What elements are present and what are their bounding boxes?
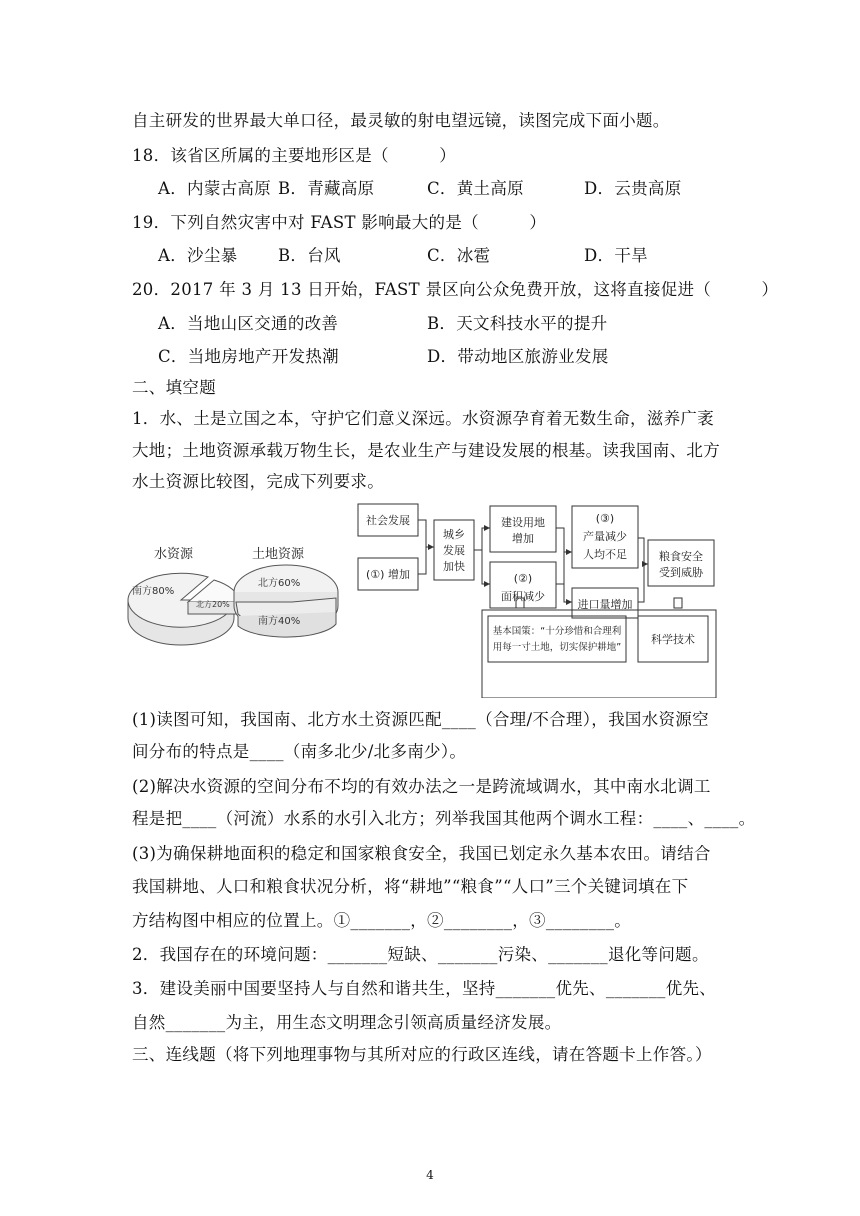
box-food-2: 受到威胁	[659, 566, 703, 579]
land-north-label: 北方60%	[258, 578, 301, 589]
sub-question-2-line-2: 程是把____（河流）水系的水引入北方；列举我国其他两个调水工程：____、____。	[132, 809, 756, 828]
land-pie-title: 土地资源	[252, 547, 305, 562]
box-increase: (①) 增加	[366, 568, 410, 581]
question-20: 20．2017 年 3 月 13 日开始，FAST 景区向公众免费开放，这将直接促进（ ）	[132, 280, 779, 299]
q20-option-d: D．带动地区旅游业发展	[427, 347, 609, 366]
box-social-development: 社会发展	[366, 514, 410, 527]
land-south-label: 南方40%	[258, 616, 301, 627]
fill-question-2: 2．我国存在的环境问题：_______短缺、_______污染、_______退化等问题。	[132, 945, 709, 964]
box-output-1: (③)	[595, 512, 615, 525]
box-output-2: 产量减少	[583, 530, 627, 543]
water-land-figure	[126, 502, 732, 698]
question-18: 18．该省区所属的主要地形区是（ ）	[132, 146, 456, 165]
box-policy-1: 基本国策：“十分珍惜和合理利	[492, 626, 622, 637]
section-3-heading: 三、连线题（将下列地理事物与其所对应的行政区连线，请在答题卡上作答。）	[132, 1045, 712, 1064]
sub-question-2-line-1: (2)解决水资源的空间分布不均的有效办法之一是跨流域调水，其中南水北调工	[132, 777, 711, 796]
land-pie-chart	[234, 546, 338, 637]
sub-question-3-line-2: 我国耕地、人口和粮食状况分析，将“耕地”“粮食”“人口”三个关键词填在下	[132, 877, 689, 896]
q19-option-d: D．干旱	[584, 246, 648, 265]
intro-text: 自主研发的世界最大单口径，最灵敏的射电望远镜，读图完成下面小题。	[132, 111, 670, 130]
q18-option-a: A．内蒙古高原	[158, 179, 272, 198]
box-food-1: 粮食安全	[659, 550, 703, 563]
box-import: 进口量增加	[577, 598, 633, 611]
q19-option-b: B．台风	[278, 246, 341, 265]
box-build-2: 增加	[512, 532, 534, 545]
q20-option-c: C．当地房地产开发热潮	[158, 347, 339, 366]
p1-line-2: 大地；土地资源承载万物生长，是农业生产与建设发展的根基。读我国南、北方	[132, 441, 720, 460]
sub-question-1-line-1: (1)读图可知，我国南、北方水土资源匹配____（合理/不合理），我国水资源空	[132, 710, 709, 729]
box-urban-1: 城乡	[443, 528, 465, 541]
q19-option-c: C．冰雹	[427, 246, 491, 265]
box-build-1: 建设用地	[501, 516, 545, 529]
p1-line-1: 1．水、土是立国之本，守护它们意义深远。水资源孕育着无数生命，滋养广袤	[132, 409, 714, 428]
water-pie-title: 水资源	[154, 547, 194, 562]
sub-question-3-line-3: 方结构图中相应的位置上。①_______，②________，③________。	[132, 911, 632, 930]
q18-option-b: B．青藏高原	[278, 179, 375, 198]
box-tech: 科学技术	[651, 633, 695, 646]
sub-question-1-line-2: 间分布的特点是____（南多北少/北多南少）。	[132, 742, 467, 761]
q18-option-c: C．黄土高原	[427, 179, 524, 198]
water-pie-chart	[128, 546, 240, 645]
q19-option-a: A．沙尘暴	[158, 246, 238, 265]
sub-question-3-line-1: (3)为确保耕地面积的稳定和国家粮食安全，我国已划定永久基本农田。请结合	[132, 844, 711, 863]
water-north-label: 北方20%	[196, 600, 230, 609]
water-south-label: 南方80%	[132, 586, 175, 597]
box-area-1: (②)	[513, 572, 533, 585]
p1-line-3: 水土资源比较图，完成下列要求。	[132, 472, 384, 491]
box-area-2: 面积减少	[501, 590, 545, 603]
question-19: 19．下列自然灾害中对 FAST 影响最大的是（ ）	[132, 213, 547, 232]
fill-question-3-line-2: 自然_______为主，用生态文明理念引领高质量经济发展。	[132, 1013, 562, 1032]
q18-option-d: D．云贵高原	[584, 179, 682, 198]
box-urban-2: 发展	[443, 544, 465, 557]
q20-option-a: A．当地山区交通的改善	[158, 314, 339, 333]
box-output-3: 人均不足	[583, 548, 627, 561]
box-urban-3: 加快	[443, 560, 465, 573]
section-2-heading: 二、填空题	[132, 378, 216, 397]
fill-question-3-line-1: 3．建设美丽中国要坚持人与自然和谐共生，坚持_______优先、_______优先、	[132, 979, 717, 998]
box-policy-2: 用每一寸土地，切实保护耕地”	[492, 642, 622, 653]
page-number: 4	[426, 1168, 434, 1182]
q20-option-b: B．天文科技水平的提升	[427, 314, 608, 333]
